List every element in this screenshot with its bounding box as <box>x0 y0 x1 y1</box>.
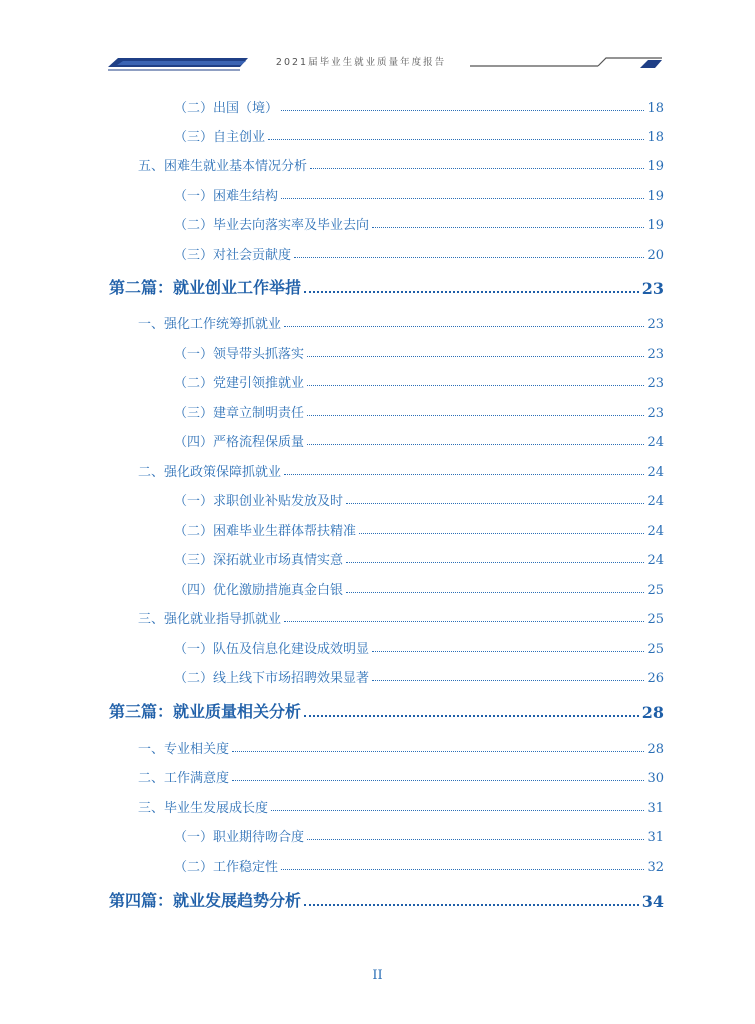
toc-chapter-entry[interactable] <box>109 700 664 722</box>
toc-subsection-entry[interactable] <box>174 487 664 509</box>
toc-entry-page-number: 23 <box>647 376 664 391</box>
dot-leader <box>307 356 644 357</box>
toc-subsection-entry[interactable] <box>174 576 664 598</box>
dot-leader <box>304 291 639 293</box>
dot-leader <box>281 110 644 111</box>
dot-leader <box>307 385 644 386</box>
dot-leader <box>372 651 644 652</box>
toc-section-entry[interactable] <box>138 605 664 627</box>
toc-chapter-entry[interactable] <box>109 889 664 911</box>
page-number: II <box>372 968 383 983</box>
toc-entry-label: （二）出国（境） <box>174 101 279 116</box>
toc-entry-label: 二、工作满意度 <box>138 771 230 786</box>
toc-entry-label: （二）工作稳定性 <box>174 860 279 875</box>
toc-entry-label: 三、毕业生发展成长度 <box>138 801 269 816</box>
toc-subsection-entry[interactable] <box>174 123 664 145</box>
toc-entry-label: 第四篇：就业发展趋势分析 <box>109 891 302 910</box>
toc-entry-page-number: 24 <box>647 494 664 509</box>
toc-entry-page-number: 31 <box>647 830 664 845</box>
toc-entry-page-number: 30 <box>647 771 664 786</box>
toc-entry-page-number: 28 <box>647 742 664 757</box>
dot-leader <box>346 562 644 563</box>
toc-subsection-entry[interactable] <box>174 517 664 539</box>
toc-entry-page-number: 24 <box>647 465 664 480</box>
toc-subsection-entry[interactable] <box>174 241 664 263</box>
toc-section-entry[interactable] <box>138 458 664 480</box>
dot-leader <box>268 139 644 140</box>
toc-entry-page-number: 24 <box>647 435 664 450</box>
toc-entry-label: 五、困难生就业基本情况分析 <box>138 159 308 174</box>
dot-leader <box>284 621 644 622</box>
toc-subsection-entry[interactable] <box>174 369 664 391</box>
toc-entry-page-number: 32 <box>647 860 664 875</box>
dot-leader <box>284 474 644 475</box>
toc-entry-page-number: 23 <box>641 279 664 298</box>
toc-entry-page-number: 25 <box>647 642 664 657</box>
dot-leader <box>307 839 644 840</box>
toc-entry-label: （一）领导带头抓落实 <box>174 347 305 362</box>
dot-leader <box>372 680 644 681</box>
toc-subsection-entry[interactable] <box>174 211 664 233</box>
toc-section-entry[interactable] <box>138 794 664 816</box>
toc-subsection-entry[interactable] <box>174 635 664 657</box>
toc-entry-label: （二）线上线下市场招聘效果显著 <box>174 671 370 686</box>
dot-leader <box>284 326 644 327</box>
toc-subsection-entry[interactable] <box>174 399 664 421</box>
dot-leader <box>310 168 644 169</box>
toc-entry-label: 一、强化工作统筹抓就业 <box>138 317 282 332</box>
dot-leader <box>281 198 644 199</box>
toc-entry-page-number: 25 <box>647 583 664 598</box>
toc-entry-label: 二、强化政策保障抓就业 <box>138 465 282 480</box>
dot-leader <box>232 780 644 781</box>
toc-entry-page-number: 31 <box>647 801 664 816</box>
toc-entry-label: （三）建章立制明责任 <box>174 406 305 421</box>
toc-section-entry[interactable] <box>138 764 664 786</box>
toc-section-entry[interactable] <box>138 310 664 332</box>
toc-entry-label: （二）困难毕业生群体帮扶精准 <box>174 524 357 539</box>
toc-entry-label: （一）队伍及信息化建设成效明显 <box>174 642 370 657</box>
toc-subsection-entry[interactable] <box>174 94 664 116</box>
toc-subsection-entry[interactable] <box>174 182 664 204</box>
dot-leader <box>304 715 639 717</box>
toc-subsection-entry[interactable] <box>174 340 664 362</box>
toc-entry-label: （三）对社会贡献度 <box>174 248 292 263</box>
toc-section-entry[interactable] <box>138 735 664 757</box>
dot-leader <box>232 751 644 752</box>
toc-entry-page-number: 24 <box>647 524 664 539</box>
toc-entry-label: （一）职业期待吻合度 <box>174 830 305 845</box>
toc-section-entry[interactable] <box>138 152 664 174</box>
toc-entry-page-number: 19 <box>647 189 664 204</box>
toc-entry-page-number: 34 <box>641 892 664 911</box>
dot-leader <box>281 869 644 870</box>
dot-leader <box>307 444 644 445</box>
toc-entry-page-number: 23 <box>647 317 664 332</box>
toc-entry-label: （四）严格流程保质量 <box>174 435 305 450</box>
toc-entry-label: （二）毕业去向落实率及毕业去向 <box>174 218 370 233</box>
dot-leader <box>307 415 644 416</box>
toc-entry-page-number: 19 <box>647 159 664 174</box>
dot-leader <box>346 592 644 593</box>
toc-entry-page-number: 18 <box>647 101 664 116</box>
toc-entry-page-number: 19 <box>647 218 664 233</box>
toc-subsection-entry[interactable] <box>174 546 664 568</box>
toc-entry-page-number: 23 <box>647 347 664 362</box>
dot-leader <box>372 227 644 228</box>
report-title: 2021届毕业生就业质量年度报告 <box>275 57 447 68</box>
toc-entry-label: 一、专业相关度 <box>138 742 230 757</box>
toc-entry-label: 第三篇：就业质量相关分析 <box>109 702 302 721</box>
toc-subsection-entry[interactable] <box>174 664 664 686</box>
toc-entry-label: （四）优化激励措施真金白银 <box>174 583 344 598</box>
dot-leader <box>271 810 644 811</box>
dot-leader <box>304 904 639 906</box>
toc-entry-page-number: 26 <box>647 671 664 686</box>
toc-entry-label: （一）困难生结构 <box>174 189 279 204</box>
toc-subsection-entry[interactable] <box>174 823 664 845</box>
toc-entry-label: （二）党建引领推就业 <box>174 376 305 391</box>
toc-chapter-entry[interactable] <box>109 276 664 298</box>
toc-entry-page-number: 23 <box>647 406 664 421</box>
toc-entry-label: （一）求职创业补贴发放及时 <box>174 494 344 509</box>
toc-subsection-entry[interactable] <box>174 428 664 450</box>
toc-entry-page-number: 25 <box>647 612 664 627</box>
dot-leader <box>359 533 644 534</box>
toc-subsection-entry[interactable] <box>174 853 664 875</box>
toc-entry-page-number: 24 <box>647 553 664 568</box>
toc-entry-page-number: 28 <box>641 703 664 722</box>
toc-entry-page-number: 20 <box>647 248 664 263</box>
toc-entry-label: 三、强化就业指导抓就业 <box>138 612 282 627</box>
dot-leader <box>294 257 644 258</box>
toc-entry-page-number: 18 <box>647 130 664 145</box>
dot-leader <box>346 503 644 504</box>
toc-entry-label: （三）自主创业 <box>174 130 266 145</box>
toc-entry-label: 第二篇：就业创业工作举措 <box>109 278 302 297</box>
toc-entry-label: （三）深拓就业市场真情实意 <box>174 553 344 568</box>
